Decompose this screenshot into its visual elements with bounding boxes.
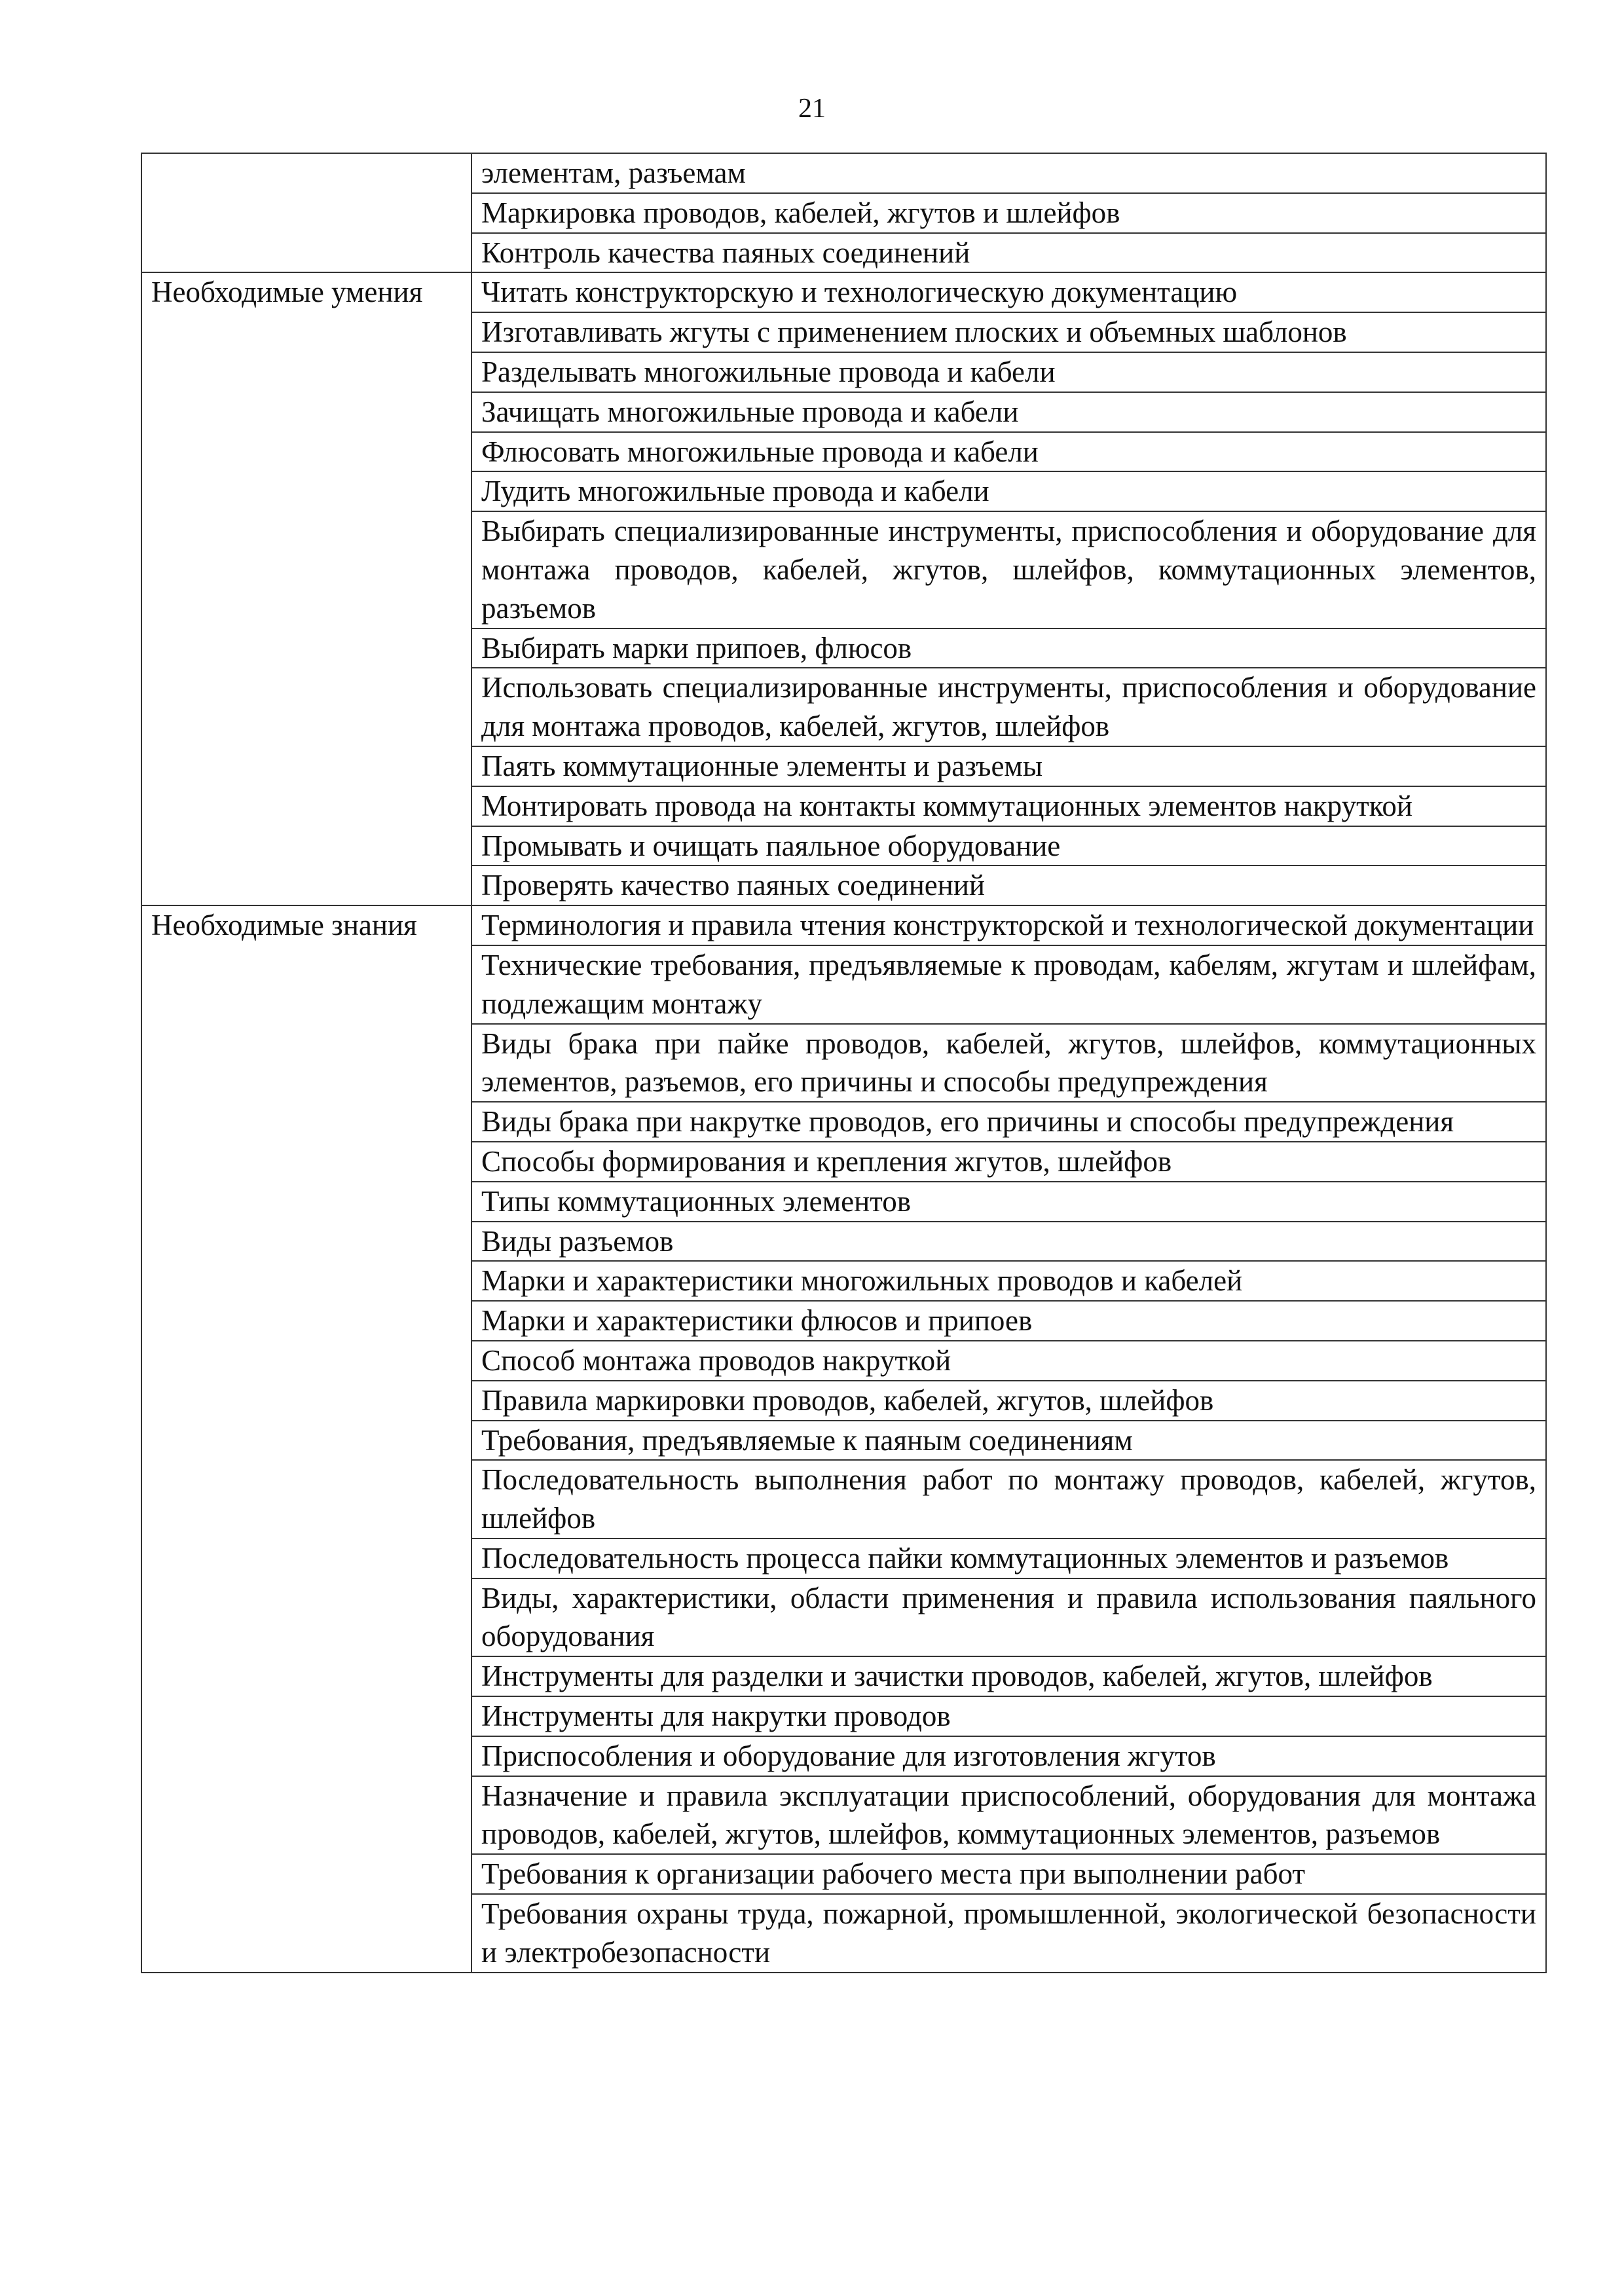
requirement-item: Марки и характеристики флюсов и припоев: [471, 1301, 1546, 1341]
requirement-item: Виды брака при пайке проводов, кабелей, жгутов, шлейфов, коммутационных элементов, разъемов, его причины и способы предупреждения: [471, 1024, 1546, 1102]
requirement-item: Способы формирования и крепления жгутов, шлейфов: [471, 1142, 1546, 1182]
requirement-item: Правила маркировки проводов, кабелей, жгутов, шлейфов: [471, 1381, 1546, 1421]
requirements-table: [141, 153, 1547, 1973]
requirement-item: Зачищать многожильные провода и кабели: [471, 392, 1546, 432]
section-label: [141, 153, 471, 272]
requirements-table-body: [141, 153, 1546, 1973]
requirement-item: Последовательность процесса пайки коммутационных элементов и разъемов: [471, 1539, 1546, 1578]
section-label: Необходимые знания: [141, 905, 471, 1973]
requirement-item: Промывать и очищать паяльное оборудование: [471, 826, 1546, 866]
requirement-item: Виды разъемов: [471, 1222, 1546, 1262]
requirement-item: Последовательность выполнения работ по монтажу проводов, кабелей, жгутов, шлейфов: [471, 1460, 1546, 1539]
requirement-item: Флюсовать многожильные провода и кабели: [471, 432, 1546, 472]
requirement-item: Требования к организации рабочего места при выполнении работ: [471, 1854, 1546, 1894]
requirement-item: элементам, разъемам: [471, 153, 1546, 193]
requirement-item: Типы коммутационных элементов: [471, 1182, 1546, 1222]
requirement-item: Выбирать марки припоев, флюсов: [471, 629, 1546, 668]
requirement-item: Технические требования, предъявляемые к проводам, кабелям, жгутам и шлейфам, подлежащим монтажу: [471, 945, 1546, 1024]
page-number: 21: [798, 94, 826, 124]
requirement-item: Контроль качества паяных соединений: [471, 233, 1546, 273]
requirement-item: Назначение и правила эксплуатации приспособлений, оборудования для монтажа проводов, кабелей, жгутов, шлейфов, коммутационных элементов, разъемов: [471, 1776, 1546, 1855]
requirement-item: Монтировать провода на контакты коммутационных элементов накруткой: [471, 786, 1546, 826]
requirement-item: Требования охраны труда, пожарной, промышленной, экологической безопасности и электробезопасности: [471, 1894, 1546, 1973]
requirement-item: Паять коммутационные элементы и разъемы: [471, 746, 1546, 786]
requirement-item: Требования, предъявляемые к паяным соединениям: [471, 1421, 1546, 1461]
requirement-item: Марки и характеристики многожильных проводов и кабелей: [471, 1261, 1546, 1301]
requirement-item: Разделывать многожильные провода и кабели: [471, 352, 1546, 392]
requirement-item: Маркировка проводов, кабелей, жгутов и шлейфов: [471, 193, 1546, 233]
requirement-item: Виды брака при накрутке проводов, его причины и способы предупреждения: [471, 1102, 1546, 1142]
requirement-item: Изготавливать жгуты с применением плоских и объемных шаблонов: [471, 312, 1546, 352]
table-row: [141, 272, 1546, 312]
requirement-item: Лудить многожильные провода и кабели: [471, 471, 1546, 511]
requirement-item: Выбирать специализированные инструменты, приспособления и оборудование для монтажа проводов, кабелей, жгутов, шлейфов, коммутационных элементов, разъемов: [471, 511, 1546, 628]
section-label: Необходимые умения: [141, 272, 471, 905]
requirement-item: Способ монтажа проводов накруткой: [471, 1341, 1546, 1381]
requirement-item: Виды, характеристики, области применения и правила использования паяльного оборудования: [471, 1578, 1546, 1657]
table-row: [141, 153, 1546, 193]
requirement-item: Инструменты для накрутки проводов: [471, 1696, 1546, 1736]
requirement-item: Читать конструкторскую и технологическую документацию: [471, 272, 1546, 312]
requirement-item: Использовать специализированные инструменты, приспособления и оборудование для монтажа проводов, кабелей, жгутов, шлейфов: [471, 668, 1546, 746]
requirement-item: Терминология и правила чтения конструкторской и технологической документации: [471, 905, 1546, 945]
table-row: [141, 905, 1546, 945]
requirement-item: Инструменты для разделки и зачистки проводов, кабелей, жгутов, шлейфов: [471, 1656, 1546, 1696]
requirement-item: Приспособления и оборудование для изготовления жгутов: [471, 1736, 1546, 1776]
requirement-item: Проверять качество паяных соединений: [471, 866, 1546, 905]
